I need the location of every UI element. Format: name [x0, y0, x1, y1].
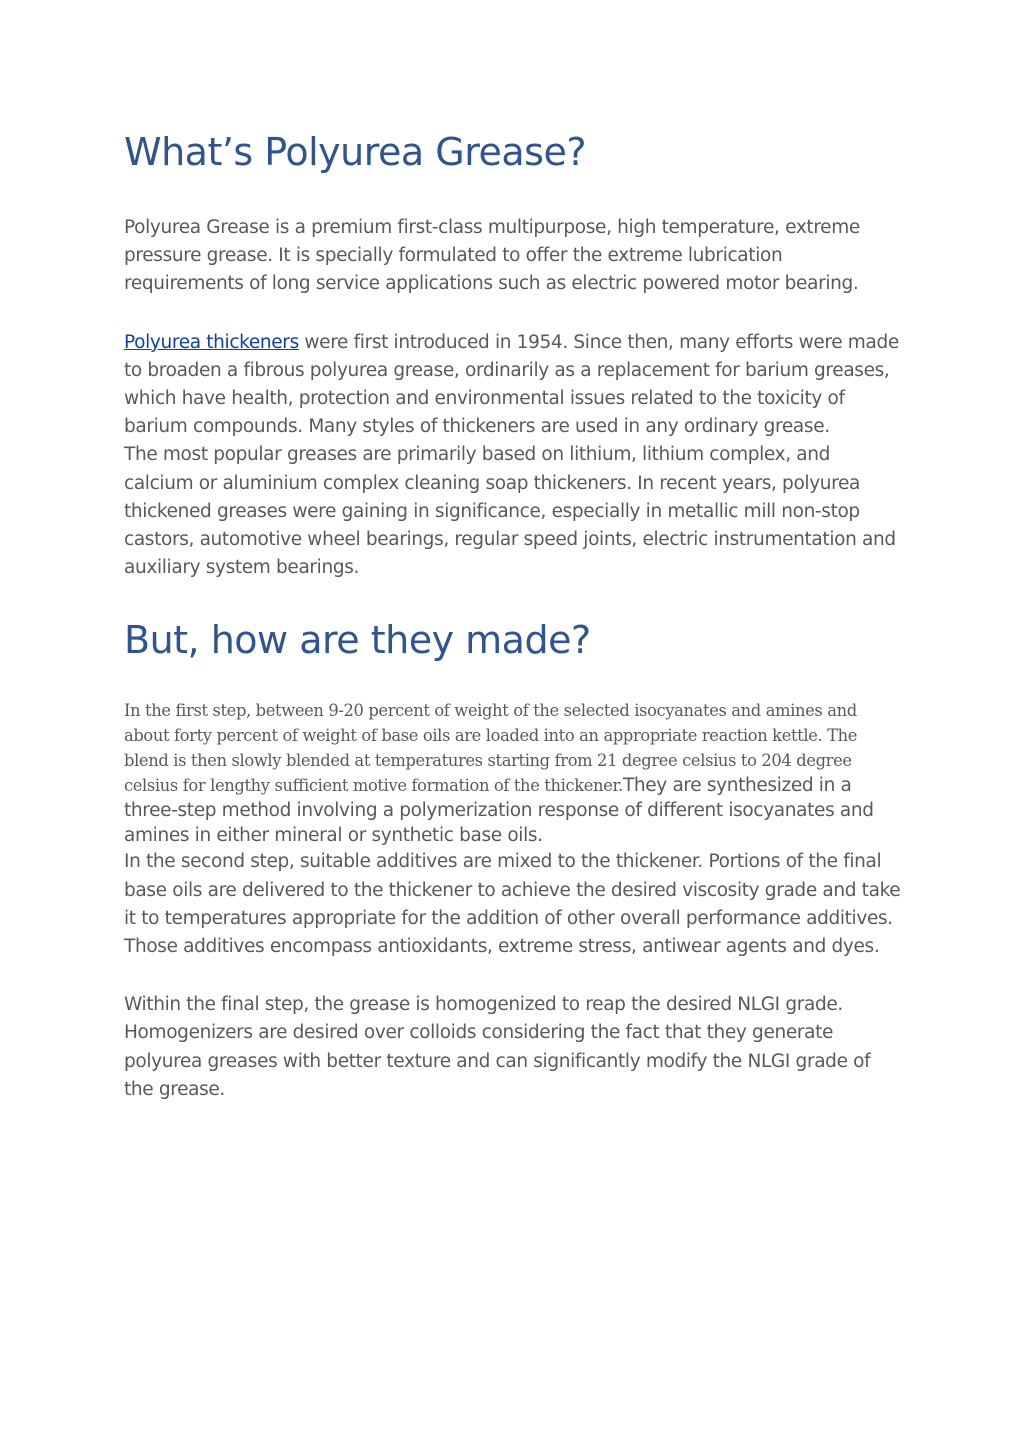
- paragraph-popular-greases: The most popular greases are primarily based on lithium, lithium complex, and calcium or aluminium complex cleaning soap thickeners. In recent years, polyurea thickened greases were gaining in significance, especially in metallic mill non-stop castors, automotive wheel bearings, regular speed joints, electric instrumentation and auxiliary system bearings.: [124, 444, 896, 579]
- document-content: [124, 126, 904, 1104]
- paragraph-second-step: In the second step, suitable additives are mixed to the thickener. Portions of the final base oils are delivered to the thickener to achieve the desired viscosity grade and take it to temperatures appropriate for the addition of other overall performance additives. Those additives encompass antioxidants, extreme stress, antiwear agents and dyes.: [124, 851, 901, 958]
- paragraph-history-text: were first introduced in 1954. Since then, many efforts were made to broaden a fibrous polyurea grease, ordinarily as a replacement for barium greases, which have health, protection and environmental issues related to the toxicity of barium compounds. Many styles of thickeners are used in any ordinary grease.: [124, 331, 899, 438]
- paragraph-final-step: Within the final step, the grease is homogenized to reap the desired NLGI grade. Homogenizers are desired over colloids considering the fact that they generate polyurea greases with better texture and can significantly modify the NLGI grade of the grease.: [124, 994, 871, 1100]
- first-step-sans-text: They are synthesized in a three-step method involving a polymerization response of different isocyanates and amines in either mineral or synthetic base oils.: [124, 775, 874, 847]
- paragraph-intro: Polyurea Grease is a premium first-class multipurpose, high temperature, extreme pressure grease. It is specially formulated to offer the extreme lubrication requirements of long service applications such as electric powered motor bearing.: [124, 217, 860, 295]
- paragraph-history: [124, 329, 904, 442]
- heading-how-are-they-made: But, how are they made?: [124, 618, 591, 663]
- heading-whats-polyurea-grease: What’s Polyurea Grease?: [124, 130, 587, 174]
- first-step-serif-text: In the first step, between 9-20 percent of weight of the selected isocyanates and amines and about forty percent of weight of base oils are loaded into an appropriate reaction kettle. The blend is then slowly blended at temperatures starting from 21 degree celsius to 204 degree celsius for lengthy sufficient motive formation of the thickener.: [124, 701, 858, 796]
- polyurea-thickeners-link[interactable]: Polyurea thickeners: [124, 331, 299, 353]
- paragraph-first-step: [124, 698, 904, 848]
